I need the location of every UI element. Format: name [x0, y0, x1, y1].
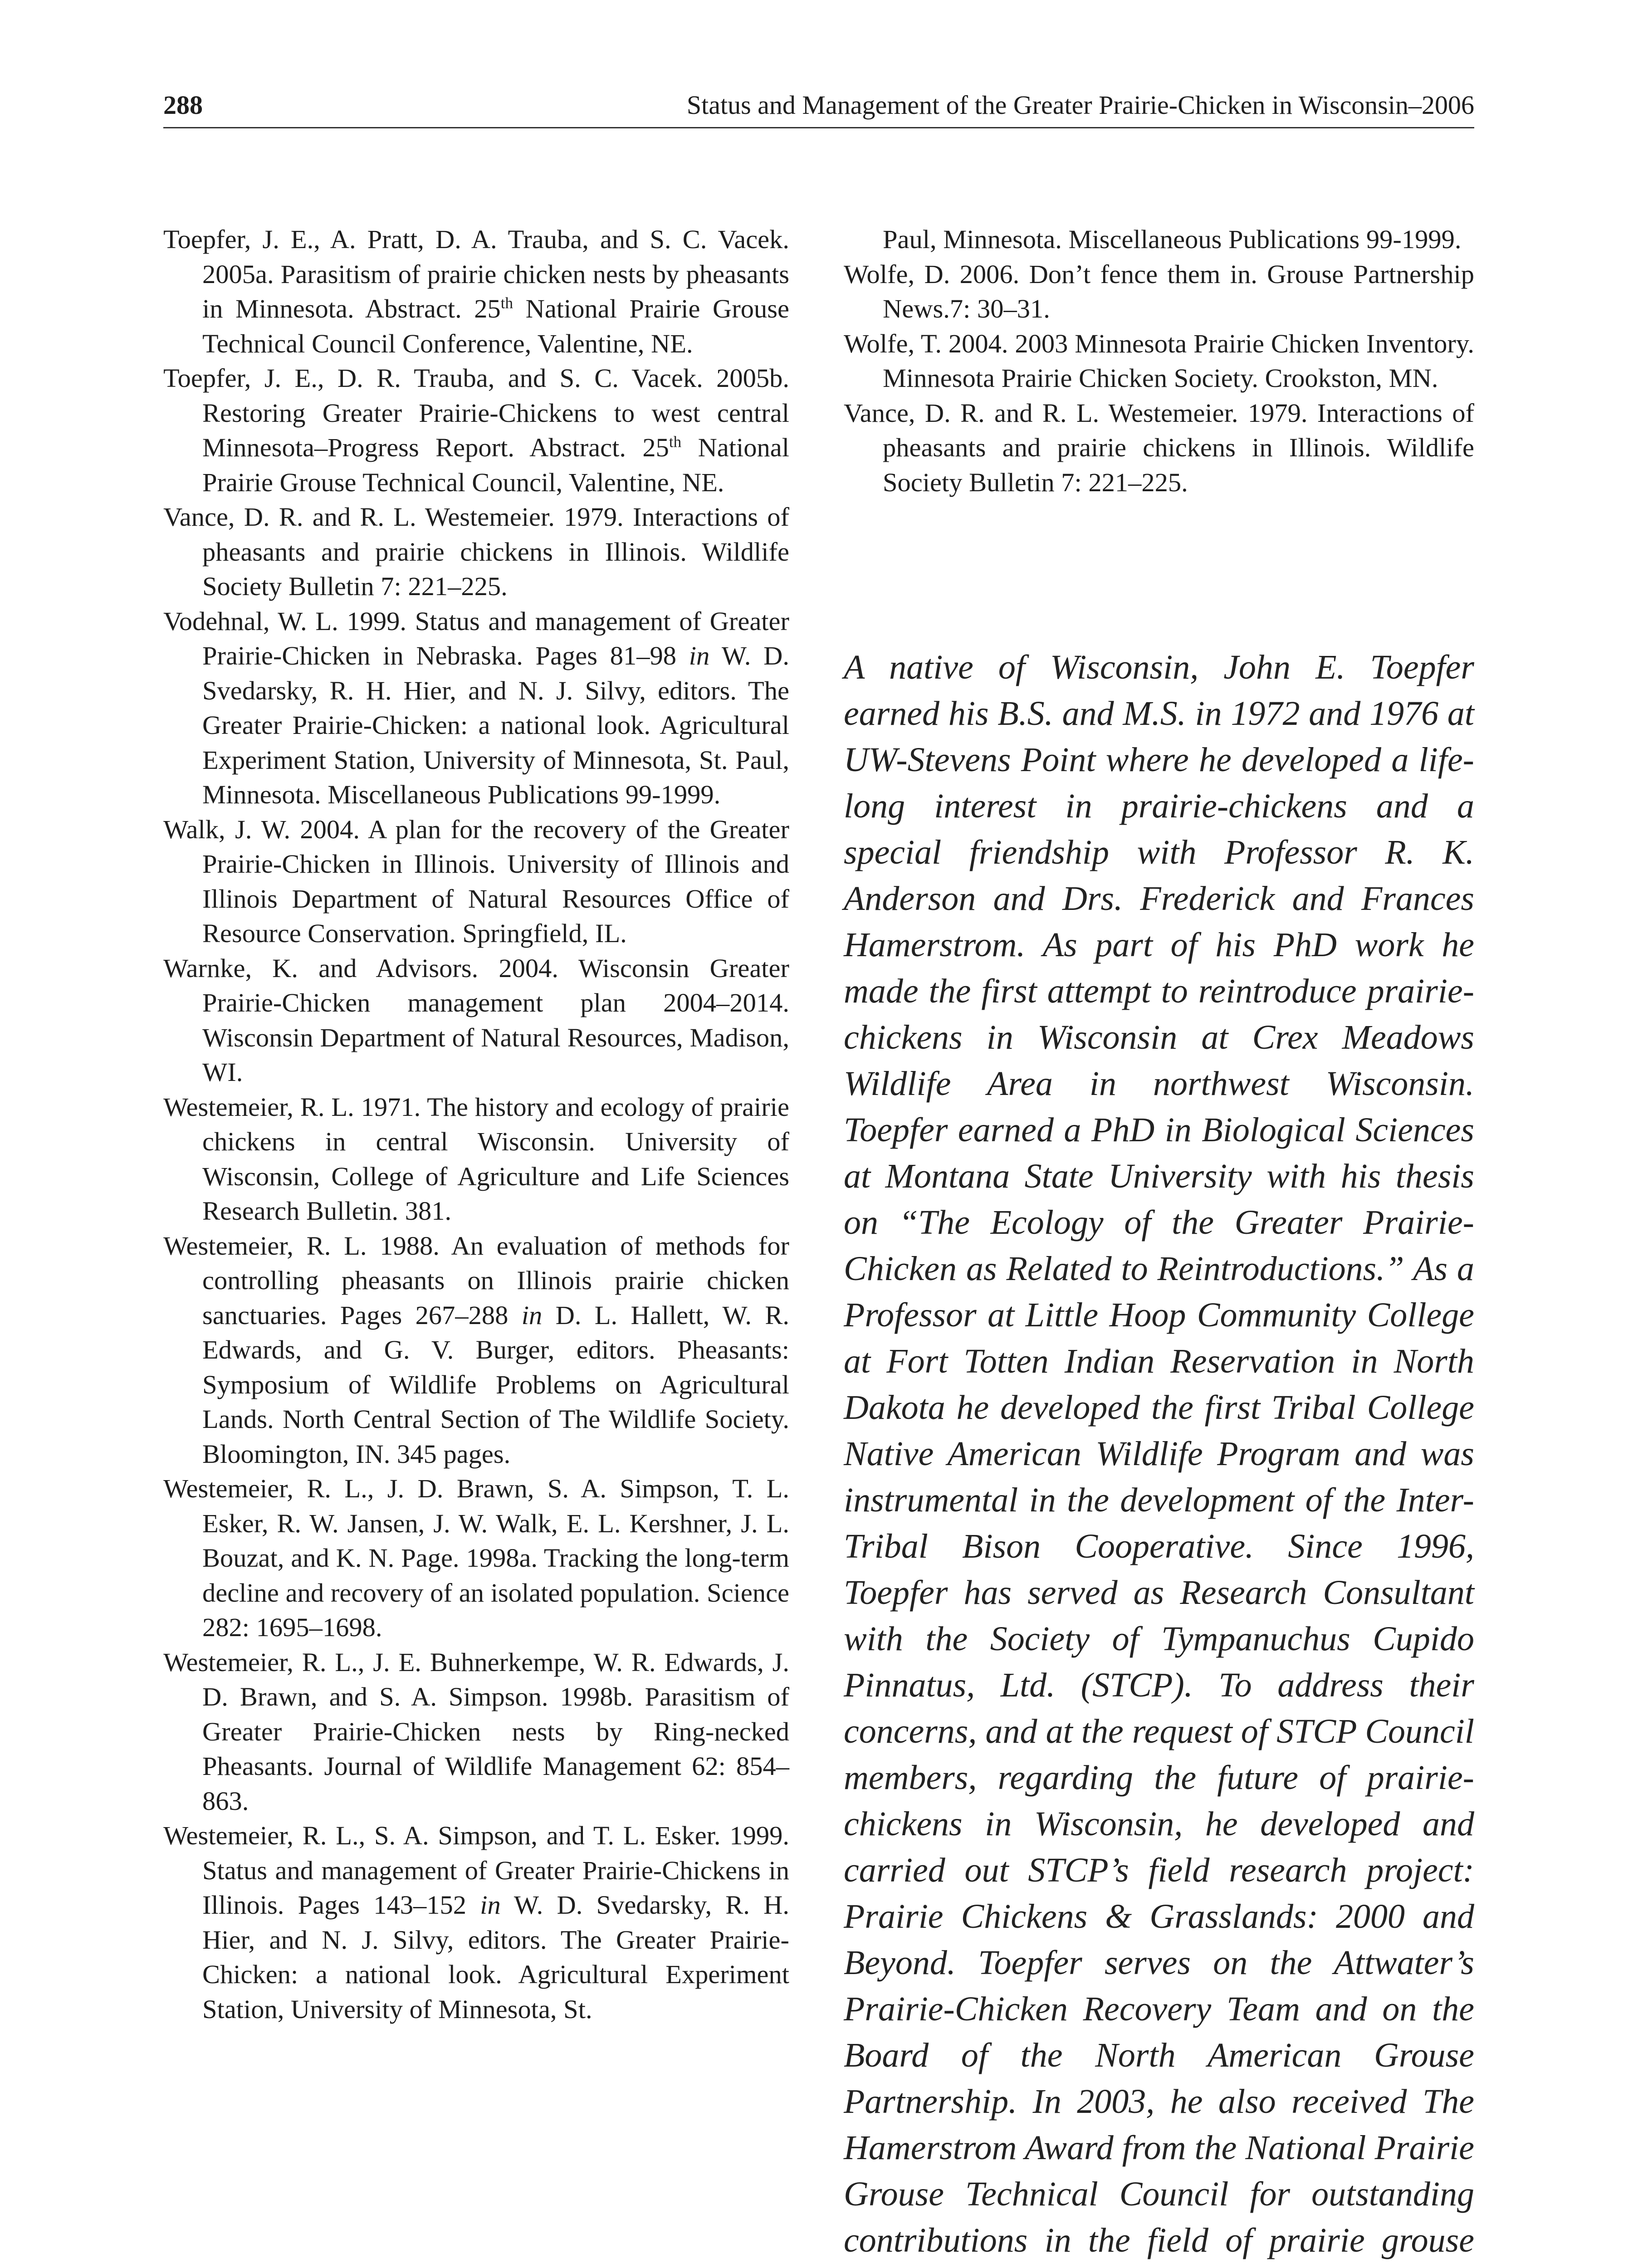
reference-entry: Wolfe, T. 2004. 2003 Minnesota Prairie Chicken Inventory. Minnesota Prairie Chicken Society. Crookston, MN.	[844, 328, 1474, 393]
reference-entry: Toepfer, J. E., D. R. Trauba, and S. C. Vacek. 2005b. Restoring Greater Prairie-Chickens to west central Minnesota–Progress Report. Abstract. 25th National Prairie Grouse Technical Council, Valentine, NE.	[163, 363, 789, 497]
reference-entry: Westemeier, R. L., J. E. Buhnerkempe, W. R. Edwards, J. D. Brawn, and S. A. Simpson. 1998b. Parasitism of Greater Prairie-Chicken nests by Ring-necked Pheasants. Journal of Wildlife Management 62: 854–863.	[163, 1647, 789, 1816]
reference-entry: Vance, D. R. and R. L. Westemeier. 1979. Interactions of pheasants and prairie chickens in Illinois. Wildlife Society Bulletin 7: 221–225.	[844, 398, 1474, 497]
reference-entry: Westemeier, R. L. 1988. An evaluation of methods for controlling pheasants on Illinois prairie chicken sanctuaries. Pages 267–288 in D. L. Hallett, W. R. Edwards, and G. V. Burger, editors. Pheasants: Symposium of Wildlife Problems on Agricultural Lands. North Central Section of The Wildlife Society. Bloomington, IN. 345 pages.	[163, 1231, 789, 1469]
reference-entry: Toepfer, J. E., A. Pratt, D. A. Trauba, and S. C. Vacek. 2005a. Parasitism of prairie chicken nests by pheasants in Minnesota. Abstract. 25th National Prairie Grouse Technical Council Conference, Valentine, NE.	[163, 225, 789, 358]
reference-entry: Walk, J. W. 2004. A plan for the recovery of the Greater Prairie-Chicken in Illinois. University of Illinois and Illinois Department of Natural Resources Office of Resource Conservation. Springfield, IL.	[163, 814, 789, 948]
reference-entry: Wolfe, D. 2006. Don’t fence them in. Grouse Partnership News.7: 30–31.	[844, 259, 1474, 323]
reference-entry: Vodehnal, W. L. 1999. Status and management of Greater Prairie-Chicken in Nebraska. Pages 81–98 in W. D. Svedarsky, R. H. Hier, and N. J. Silvy, editors. The Greater Prairie-Chicken: a national look. Agricultural Experiment Station, University of Minnesota, St. Paul, Minnesota. Miscellaneous Publications 99-1999.	[163, 606, 789, 809]
references-left-column	[163, 222, 789, 2027]
references-right-column	[844, 222, 1474, 500]
reference-entry: Westemeier, R. L., J. D. Brawn, S. A. Simpson, T. L. Esker, R. W. Jansen, J. W. Walk, E. L. Kershner, J. L. Bouzat, and K. N. Page. 1998a. Tracking the long-term decline and recovery of an isolated population. Science 282: 1695–1698.	[163, 1474, 789, 1642]
reference-entry: Warnke, K. and Advisors. 2004. Wisconsin Greater Prairie-Chicken management plan 2004–2014. Wisconsin Department of Natural Resources, Madison, WI.	[163, 953, 789, 1087]
reference-entry: Vance, D. R. and R. L. Westemeier. 1979. Interactions of pheasants and prairie chickens in Illinois. Wildlife Society Bulletin 7: 221–225.	[163, 502, 789, 601]
author-biography: A native of Wisconsin, John E. Toepfer earned his B.S. and M.S. in 1972 and 1976 at UW-Stevens Point where he developed a life-long interest in prairie-chickens and a special friendship with Professor R. K. Anderson and Drs. Frederick and Frances Hamerstrom. As part of his PhD work he made the first attempt to reintroduce prairie-chickens in Wisconsin at Crex Meadows Wildlife Area in northwest Wisconsin. Toepfer earned a PhD in Biological Sciences at Montana State University with his thesis on “The Ecology of the Greater Prairie-Chicken as Related to Reintroductions.” As a Professor at Little Hoop Community College at Fort Totten Indian Reservation in North Dakota he developed the first Tribal College Native American Wildlife Program and was instrumental in the development of the Inter-Tribal Bison Cooperative. Since 1996, Toepfer has served as Research Consultant with the Society of Tympanuchus Cupido Pinnatus, Ltd. (STCP). To address their concerns, and at the request of STCP Council members, regarding the future of prairie-chickens in Wisconsin, he developed and carried out STCP’s field research project: Prairie Chickens & Grasslands: 2000 and Beyond. Toepfer serves on the Attwater’s Prairie-Chicken Recovery Team and on the Board of the North American Grouse Partnership. In 2003, he also received The Hamerstrom Award from the National Prairie Grouse Technical Council for outstanding contributions in the field of prairie grouse	[844, 648, 1474, 2259]
reference-continuation: Paul, Minnesota. Miscellaneous Publications 99-1999.	[883, 225, 1462, 254]
page-number: 288	[163, 90, 203, 120]
running-header	[163, 86, 1474, 128]
running-title: Status and Management of the Greater Prairie-Chicken in Wisconsin–2006	[686, 90, 1474, 120]
reference-entry: Westemeier, R. L., S. A. Simpson, and T. L. Esker. 1999. Status and management of Greater Prairie-Chickens in Illinois. Pages 143–152 in W. D. Svedarsky, R. H. Hier, and N. J. Silvy, editors. The Greater Prairie-Chicken: a national look. Agricultural Experiment Station, University of Minnesota, St.	[163, 1821, 789, 2024]
reference-entry: Westemeier, R. L. 1971. The history and ecology of prairie chickens in central Wisconsin. University of Wisconsin, College of Agriculture and Life Sciences Research Bulletin. 381.	[163, 1092, 789, 1226]
